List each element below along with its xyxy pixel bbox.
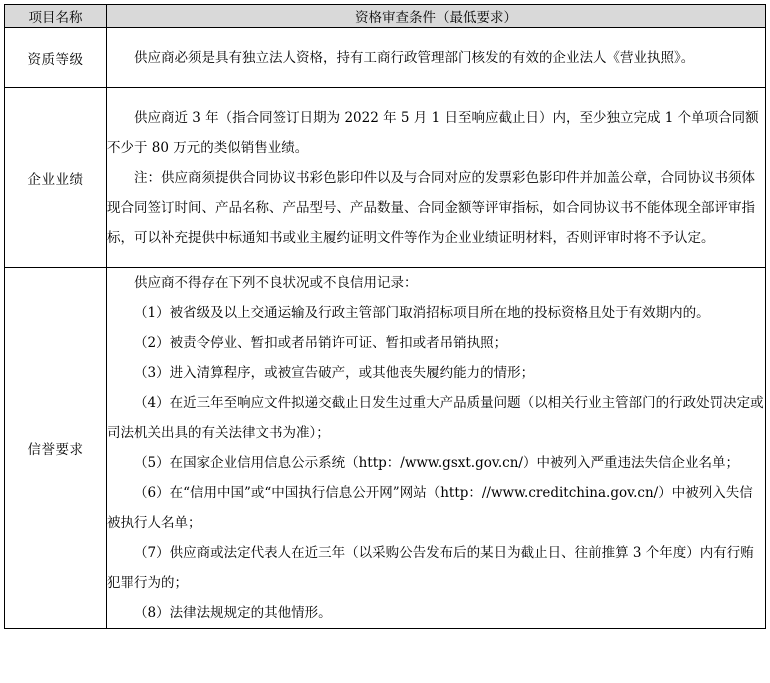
- row-content: [107, 88, 766, 268]
- table-header-row: [5, 5, 766, 28]
- row-label: 信誉要求: [5, 268, 107, 629]
- paragraph: 注：供应商须提供合同协议书彩色影印件以及与合同对应的发票彩色影印件并加盖公章，合同协议书须体现合同签订时间、产品名称、产品型号、产品数量、合同金额等评审指标，如合同协议书不能体现全部评审指标，可以补充提供中标通知书或业主履约证明文件等作为企业业绩证明材料，否则评审时将不予认定。: [107, 169, 755, 246]
- row-label: 资质等级: [5, 28, 107, 88]
- paragraph: （7）供应商或法定代表人在近三年（以采购公告发布后的某日为截止日、往前推算 3 个年度）内有行贿犯罪行为的；: [107, 545, 754, 591]
- paragraph: （8）法律法规规定的其他情形。: [134, 605, 332, 621]
- row-content: [107, 28, 766, 88]
- header-item-name: 项目名称: [5, 5, 107, 28]
- paragraph: （6）在“信用中国”或“中国执行信息公开网”网站（http：//www.creditchina.gov.cn/）中被列入失信被执行人名单；: [107, 485, 753, 531]
- row-label: 企业业绩: [5, 88, 107, 268]
- paragraph: （2）被责令停业、暂扣或者吊销许可证、暂扣或者吊销执照；: [134, 335, 508, 351]
- table-row-performance: [5, 88, 766, 268]
- header-conditions: 资格审查条件（最低要求）: [107, 5, 766, 28]
- qualification-table: [4, 4, 766, 629]
- paragraph: （4）在近三年至响应文件拟递交截止日发生过重大产品质量问题（以相关行业主管部门的行政处罚决定或司法机关出具的有关法律文书为准）；: [107, 395, 764, 441]
- paragraph: （3）进入清算程序，或被宣告破产，或其他丧失履约能力的情形；: [134, 365, 535, 381]
- paragraph: 供应商不得存在下列不良状况或不良信用记录：: [134, 275, 418, 291]
- paragraph: 供应商近 3 年（指合同签订日期为 2022 年 5 月 1 日至响应截止日）内，至少独立完成 1 个单项合同额不少于 80 万元的类似销售业绩。: [107, 109, 759, 156]
- table-row-credit: [5, 268, 766, 629]
- paragraph: （5）在国家企业信用信息公示系统（http：/www.gsxt.gov.cn/）中被列入严重违法失信企业名单；: [134, 455, 739, 471]
- table-row-qualification: [5, 28, 766, 88]
- paragraph: 供应商必须是具有独立法人资格，持有工商行政管理部门核发的有效的企业法人《营业执照》。: [134, 49, 695, 66]
- paragraph: （1）被省级及以上交通运输及行政主管部门取消招标项目所在地的投标资格且处于有效期内的。: [134, 305, 710, 321]
- row-content: [107, 268, 766, 629]
